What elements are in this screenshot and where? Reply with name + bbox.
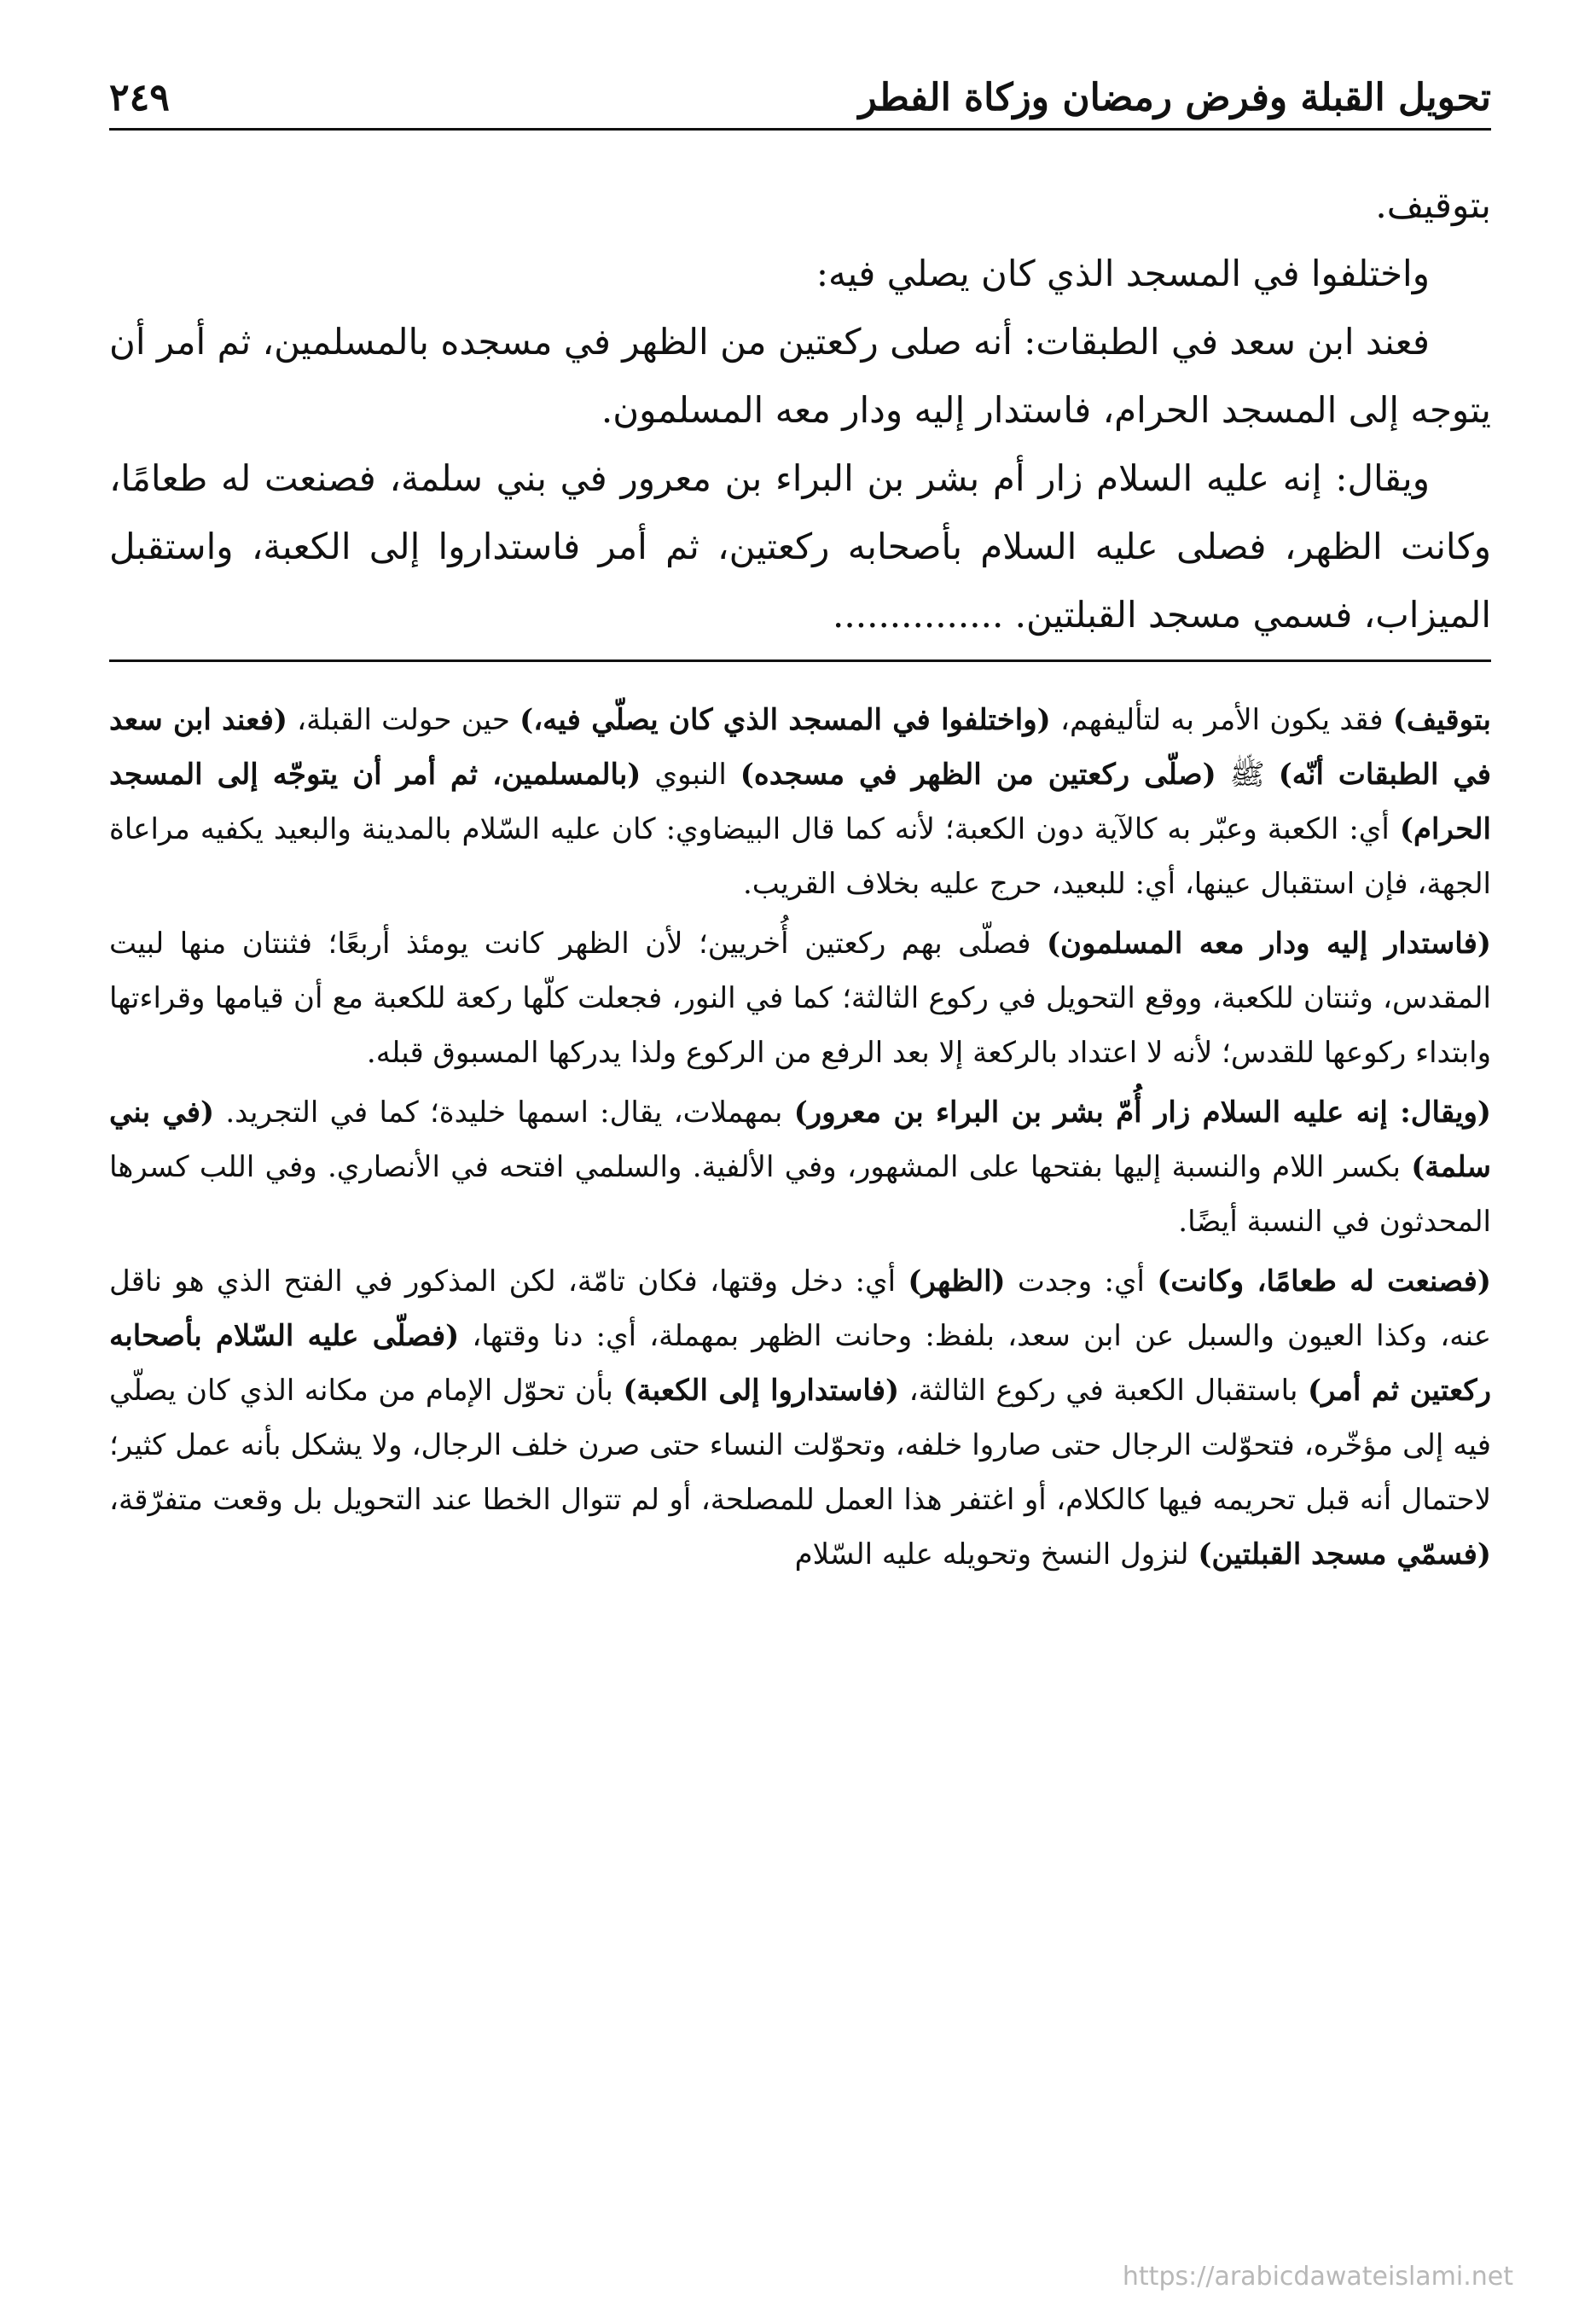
main-paragraph-1: بتوقيف. — [1375, 184, 1491, 226]
ellipsis-dots: ............... — [833, 594, 1004, 636]
watermark-url: https://arabicdawateislami.net — [1122, 2262, 1513, 2292]
page-header — [109, 48, 1491, 131]
main-paragraph-3: فعند ابن سعد في الطبقات: أنه صلى ركعتين من الظهر في مسجده بالمسلمين، ثم أمر أن يتوجه إلى المسجد الحرام، فاستدار إليه ودار معه المسلمون. — [109, 321, 1491, 431]
running-title: تحويل القبلة وفرض رمضان وزكاة الفطر — [858, 76, 1491, 119]
main-text — [109, 171, 1491, 649]
commentary-paragraph-4: (فصنعت له طعامًا، وكانت) أي: وجدت (الظهر) أي: دخل وقتها، فكان تامّة، لكن المذكور في الفتح الذي هو ناقل عنه، وكذا العيون والسبل عن ابن سعد، بلفظ: وحانت الظهر بمهملة، أي: دنا وقتها، (فصلّى عليه السّلام بأصحابه ركعتين ثم أمر) باستقبال الكعبة في ركوع الثالثة، (فاستداروا إلى الكعبة) بأن تحوّل الإمام من مكانه الذي كان يصلّي فيه إلى مؤخّره، فتحوّلت الرجال حتى صاروا خلفه، وتحوّلت النساء حتى صرن خلف الرجال، ولا يشكل بأنه عمل كثير؛ لاحتمال أنه قبل تحريمه فيها كالكلام، أو اغتفر هذا العمل للمصلحة، أو لم تتوال الخطا عند التحويل بل وقعت متفرّقة، (فسمّي مسجد القبلتين) لنزول النسخ وتحويله عليه السّلام — [109, 1264, 1492, 1572]
commentary-paragraph-2: (فاستدار إليه ودار معه المسلمون) فصلّى بهم ركعتين أُخريين؛ لأن الظهر كانت يومئذ أربعًا؛ فثنتان منها لبيت المقدس، وثنتان للكعبة، ووقع التحويل في ركوع الثالثة؛ كما في النور، فجعلت كلّها ركعة للكعبة مع أن قيامها وقراءتها وابتداء ركوعها للقدس؛ لأنه لا اعتداد بالركعة إلا بعد الرفع من الركوع ولذا يدركها المسبوق قبله. — [109, 927, 1491, 1070]
commentary — [109, 693, 1491, 1582]
page-number: ٢٤٩ — [109, 76, 170, 119]
book-page — [109, 48, 1491, 2249]
commentary-paragraph-3: (ويقال: إنه عليه السلام زار أُمّ بشر بن البراء بن معرور) بمهملات، يقال: اسمها خليدة؛ كما في التجريد. (في بني سلمة) بكسر اللام والنسبة إليها بفتحها على المشهور، وفي الألفية. والسلمي افتحه في الأنصاري. وفي اللب كسرها المحدثون في النسبة أيضًا. — [109, 1095, 1491, 1239]
main-paragraph-4: ويقال: إنه عليه السلام زار أم بشر بن البراء بن معرور في بني سلمة، فصنعت له طعامًا، وكانت الظهر، فصلى عليه السلام بأصحابه ركعتين، ثم أمر فاستداروا إلى الكعبة، واستقبل الميزاب، فسمي مسجد القبلتين. ............... — [109, 457, 1491, 636]
main-paragraph-2: واختلفوا في المسجد الذي كان يصلي فيه: — [816, 253, 1430, 294]
text-separator — [109, 659, 1491, 662]
commentary-paragraph-1: بتوقيف) فقد يكون الأمر به لتأليفهم، (واختلفوا في المسجد الذي كان يصلّي فيه،) حين حولت القبلة، (فعند ابن سعد في الطبقات أنّه) ﷺ (صلّى ركعتين من الظهر في مسجده) النبوي (بالمسلمين، ثم أمر أن يتوجّه إلى المسجد الحرام) أي: الكعبة وعبّر به كالآية دون الكعبة؛ لأنه كما قال البيضاوي: كان عليه السّلام بالمدينة والبعيد يكفيه مراعاة الجهة، فإن استقبال عينها، أي: للبعيد، حرج عليه بخلاف القريب. — [109, 703, 1492, 901]
